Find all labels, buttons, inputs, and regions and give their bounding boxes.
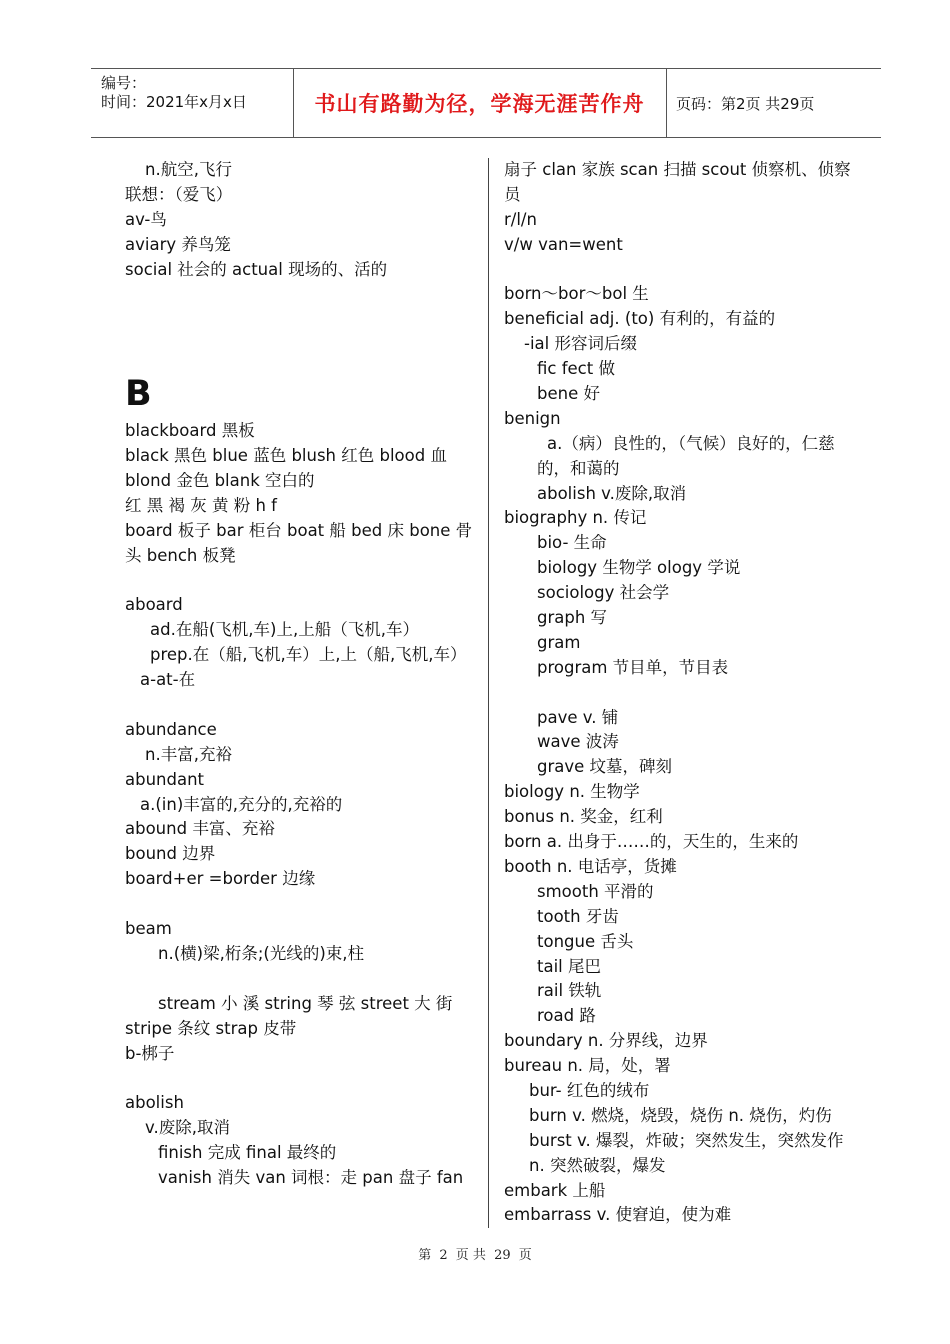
text-line: bene 好 xyxy=(537,384,600,404)
header-page-info: 页码：第2页 共29页 xyxy=(676,94,815,113)
text-line: road 路 xyxy=(537,1006,596,1026)
text-line: bur- 红色的绒布 xyxy=(529,1080,650,1100)
text-line: board 板子 bar 柜台 boat 船 bed 床 bone 骨 xyxy=(125,520,473,540)
blank-line xyxy=(125,967,475,992)
section-letter: B xyxy=(125,374,152,415)
text-line: a-at-在 xyxy=(140,670,196,690)
text-line: b-梆子 xyxy=(125,1043,175,1063)
text-line: prep.在（船,飞机,车）上,上（船,飞机,车） xyxy=(150,645,467,665)
blank-line xyxy=(125,892,475,917)
text-line: sociology 社会学 xyxy=(537,583,670,603)
document-time-label: 时间：2021年x月x日 xyxy=(101,93,247,111)
text-line: v/w van=went xyxy=(504,234,623,254)
text-line: v.废除,取消 xyxy=(145,1118,230,1138)
text-line: abundance xyxy=(125,719,217,739)
text-line: biology 生物学 ology 学说 xyxy=(537,558,741,578)
text-line: benign xyxy=(504,408,561,428)
blank-line xyxy=(125,282,475,307)
text-line: beam xyxy=(125,919,172,939)
footer-page-number: 2 xyxy=(439,1248,448,1263)
text-line: embark 上船 xyxy=(504,1180,606,1200)
header-page-cell xyxy=(666,69,881,137)
blank-line xyxy=(125,569,475,594)
text-line: n.航空,飞行 xyxy=(145,160,232,179)
text-line: bureau n. 局，处，署 xyxy=(504,1056,671,1076)
text-line: 头 bench 板凳 xyxy=(125,545,236,565)
text-line: fic fect 做 xyxy=(537,359,615,379)
text-line: abundant xyxy=(125,769,205,789)
right-column xyxy=(504,158,860,1228)
text-line: gram xyxy=(537,632,581,652)
footer-total-pages: 29 xyxy=(494,1248,511,1263)
column-divider xyxy=(488,158,489,1228)
page-header xyxy=(91,68,881,138)
text-line: smooth 平滑的 xyxy=(537,881,654,901)
text-line: abound 丰富、充裕 xyxy=(125,819,275,839)
text-line: av-鸟 xyxy=(125,209,167,229)
text-line: board+er =border 边缘 xyxy=(125,869,316,889)
text-line: rail 铁轨 xyxy=(537,981,602,1001)
text-line: -ial 形容词后缀 xyxy=(524,334,637,354)
header-meta-cell xyxy=(91,69,294,137)
blank-line xyxy=(125,1066,475,1091)
text-line: r/l/n xyxy=(504,209,537,229)
text-line: finish 完成 final 最终的 xyxy=(158,1143,337,1163)
text-line: 员 xyxy=(504,184,521,204)
text-line: stream 小 溪 string 琴 弦 street 大 街 xyxy=(158,993,453,1013)
text-line: black 黑色 blue 蓝色 blush 红色 blood 血 xyxy=(125,446,447,466)
text-line: ad.在船(飞机,车)上,上船（飞机,车） xyxy=(150,620,419,640)
footer-suffix: 页 xyxy=(518,1248,532,1263)
text-line: program 节目单，节目表 xyxy=(537,657,729,677)
text-line: 联想：（爱飞） xyxy=(125,184,233,204)
text-line: burn v. 燃烧，烧毁，烧伤 n. 烧伤，灼伤 xyxy=(529,1105,832,1125)
text-line: a.(in)丰富的,充分的,充裕的 xyxy=(140,794,343,814)
text-line: social 社会的 actual 现场的、活的 xyxy=(125,259,388,279)
blank-line xyxy=(504,258,860,283)
text-line: booth n. 电话亭，货摊 xyxy=(504,856,677,876)
text-line: bonus n. 奖金，红利 xyxy=(504,807,663,827)
text-line: abolish v.废除,取消 xyxy=(537,483,687,503)
page-footer xyxy=(0,1244,950,1263)
text-line: burst v. 爆裂，炸破；突然发生，突然发作 xyxy=(529,1130,844,1150)
left-column xyxy=(125,158,475,1191)
text-line: n.丰富,充裕 xyxy=(145,744,232,764)
text-line: abolish xyxy=(125,1093,184,1113)
text-line: biology n. 生物学 xyxy=(504,782,640,802)
text-line: wave 波涛 xyxy=(537,732,619,752)
text-line: aboard xyxy=(125,595,183,615)
text-line: bound 边界 xyxy=(125,844,216,864)
text-line: tooth 牙齿 xyxy=(537,906,619,926)
text-line: graph 写 xyxy=(537,608,608,628)
section-letter-heading xyxy=(125,332,475,419)
footer-prefix: 第 xyxy=(418,1248,432,1263)
text-line: beneficial adj. (to) 有利的，有益的 xyxy=(504,309,776,329)
text-line: boundary n. 分界线，边界 xyxy=(504,1031,708,1051)
text-line: 的，和蔼的 xyxy=(537,458,620,478)
text-line: 扇子 clan 家族 scan 扫描 scout 侦察机、侦察 xyxy=(504,160,851,179)
text-line: grave 坟墓，碑刻 xyxy=(537,757,673,777)
text-line: tongue 舌头 xyxy=(537,931,634,951)
text-line: blackboard 黑板 xyxy=(125,421,255,441)
blank-line xyxy=(125,693,475,718)
text-line: stripe 条纹 strap 皮带 xyxy=(125,1018,297,1038)
header-motto-cell xyxy=(293,69,667,137)
text-line: aviary 养鸟笼 xyxy=(125,234,231,254)
footer-middle: 页 共 xyxy=(455,1248,486,1263)
blank-line xyxy=(504,681,860,706)
text-line: blond 金色 blank 空白的 xyxy=(125,471,315,491)
text-line: n.(横)梁,桁条;(光线的)束,柱 xyxy=(158,943,365,963)
blank-line xyxy=(125,307,475,332)
document-number-label: 编号： xyxy=(101,74,147,92)
text-line: pave v. 铺 xyxy=(537,707,619,727)
text-line: born a. 出身于……的，天生的，生来的 xyxy=(504,832,799,852)
text-line: embarrass v. 使窘迫，使为难 xyxy=(504,1205,732,1225)
text-line: biography n. 传记 xyxy=(504,508,647,528)
text-line: bio- 生命 xyxy=(537,533,607,553)
text-line: n. 突然破裂，爆发 xyxy=(529,1155,666,1175)
header-motto: 书山有路勤为径，学海无涯苦作舟 xyxy=(314,92,645,116)
text-line: a.（病）良性的，（气候）良好的，仁慈 xyxy=(547,433,835,453)
text-line: vanish 消失 van 词根：走 pan 盘子 fan xyxy=(158,1167,464,1187)
text-line: born～bor～bol 生 xyxy=(504,284,649,304)
text-line: 红 黑 褐 灰 黄 粉 h f xyxy=(125,495,277,515)
text-line: tail 尾巴 xyxy=(537,956,601,976)
